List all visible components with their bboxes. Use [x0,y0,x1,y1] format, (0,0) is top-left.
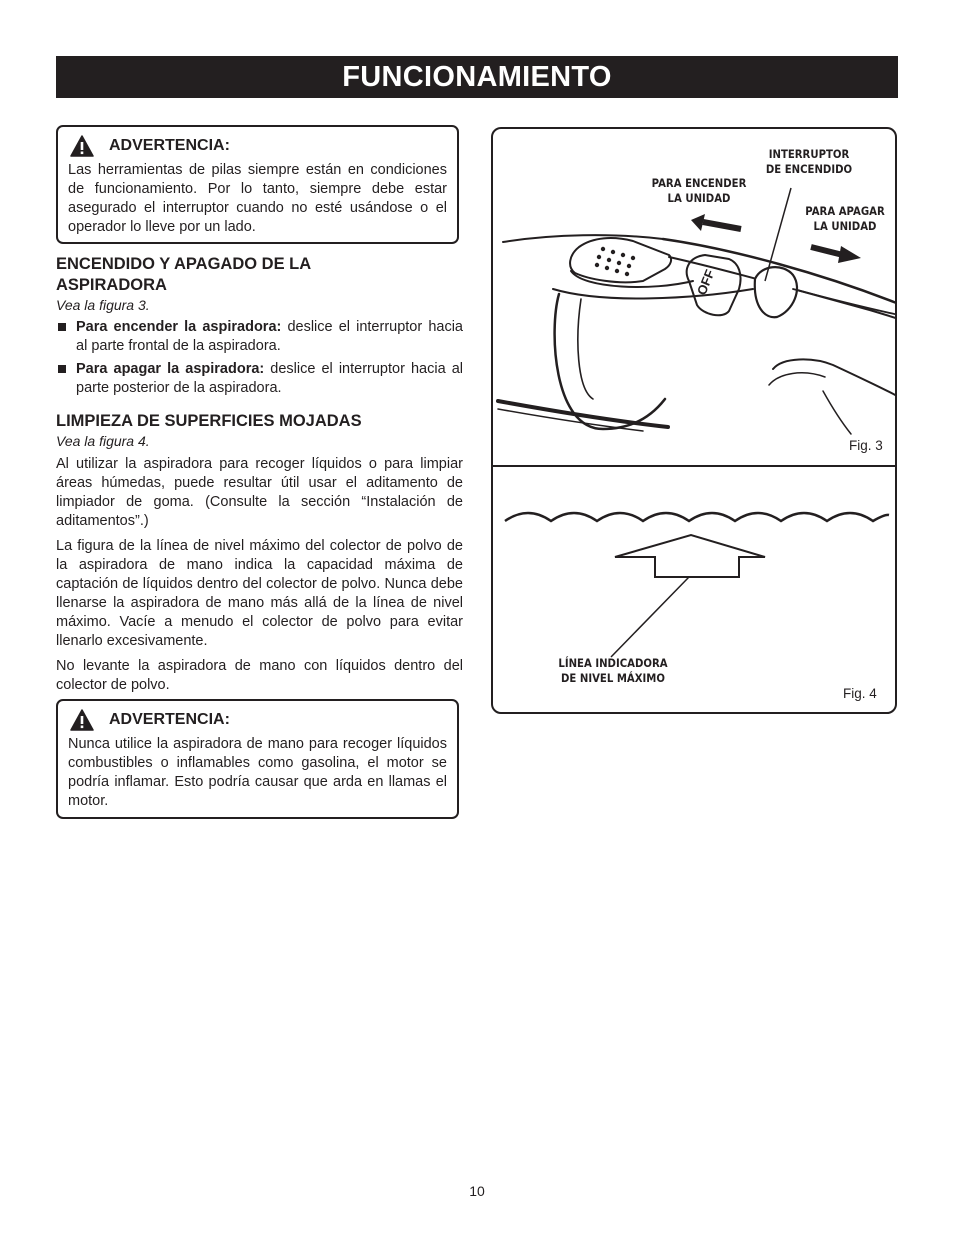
section-heading-on-off [56,254,463,296]
figures-panel [491,127,897,714]
label-line: PARA APAGAR [805,204,885,218]
warning-text: Las herramientas de pilas siempre están en condiciones de funcionamiento. Por lo tanto, siempre debe estar asegurado el interruptor cuando no esté usándose o el operador lo lleve por un lado. [68,162,447,235]
bullet-lead: Para apagar la aspiradora: [76,361,265,377]
figure-4-caption: Fig. 4 [843,686,877,701]
figure-reference: Vea la figura 4. [56,433,150,449]
arrow-right-icon [811,246,861,263]
bullet-text: deslice el interruptor hacia al parte frontal de la aspiradora. [76,319,463,354]
page-number: 10 [469,1183,485,1199]
switch-label [747,147,872,177]
figure-3-caption: Fig. 3 [849,438,883,453]
label-line: DE ENCENDIDO [765,162,853,176]
section-banner [56,56,898,98]
label-line: INTERRUPTOR [768,147,850,161]
keypad-icon [595,247,635,276]
warning-text: Nunca utilice la aspiradora de mano para recoger líquidos combustibles o inflamables como gasolina, el motor se podría inflamar. Esto podría causar que arda en llamas el motor. [68,736,447,809]
bullet-square-icon [58,323,66,331]
vacuum-illustration [498,235,897,434]
warning-header [68,707,447,733]
heading-line-2: ASPIRADORA [56,276,167,294]
level-leader-line [611,577,689,657]
label-line: LÍNEA INDICADORA [558,656,668,670]
warning-triangle-icon [70,709,94,731]
warning-header [68,133,447,159]
label-line: PARA ENCENDER [651,176,747,190]
arrow-left-icon [691,214,741,231]
switch-off-label: OFF [693,267,718,298]
warning-box-battery [56,125,459,244]
figure-divider [493,465,895,467]
warning-title: ADVERTENCIA: [109,137,230,154]
paragraph: No levante la aspiradora de mano con líquidos dentro del colector de polvo. [56,658,463,693]
page-title: FUNCIONAMIENTO [342,61,612,93]
bullet-square-icon [58,365,66,373]
label-line: LA UNIDAD [813,219,877,233]
max-level-wave [505,513,889,521]
up-arrow-icon [615,535,765,577]
bullet-text: deslice el interruptor hacia al parte posterior de la aspiradora. [76,361,463,396]
section-heading-wet-cleaning: LIMPIEZA DE SUPERFICIES MOJADAS [56,412,362,430]
warning-title: ADVERTENCIA: [109,711,230,728]
label-line: LA UNIDAD [667,191,731,205]
warning-box-liquids [56,699,459,819]
figure-reference: Vea la figura 3. [56,297,150,313]
instructions-column [56,254,463,695]
turn-off-label [790,204,897,234]
label-line: DE NIVEL MÁXIMO [561,671,665,685]
paragraph: Al utilizar la aspiradora para recoger líquidos o para limpiar áreas húmedas, puede resultar útil usar el aditamento de limpiador de goma. (Consulte la sección “Instalación de aditamentos”.) [56,456,463,529]
paragraph: La figura de la línea de nivel máximo del colector de polvo de la aspiradora de mano indica la capacidad máxima de captación de líquidos dentro del colector de polvo. Nunca debe llenarse la aspiradora de mano más allá de la línea de nivel máximo. Vacíe a menudo el colector de polvo para evitar llenarlo excesivamente. [56,538,463,649]
warning-triangle-icon [70,135,94,157]
list-item [56,318,463,356]
turn-on-label [630,176,767,206]
max-level-label [534,656,692,686]
bullet-lead: Para encender la aspiradora: [76,319,282,335]
list-item [56,360,463,398]
heading-line-1: ENCENDIDO Y APAGADO DE LA [56,255,312,273]
